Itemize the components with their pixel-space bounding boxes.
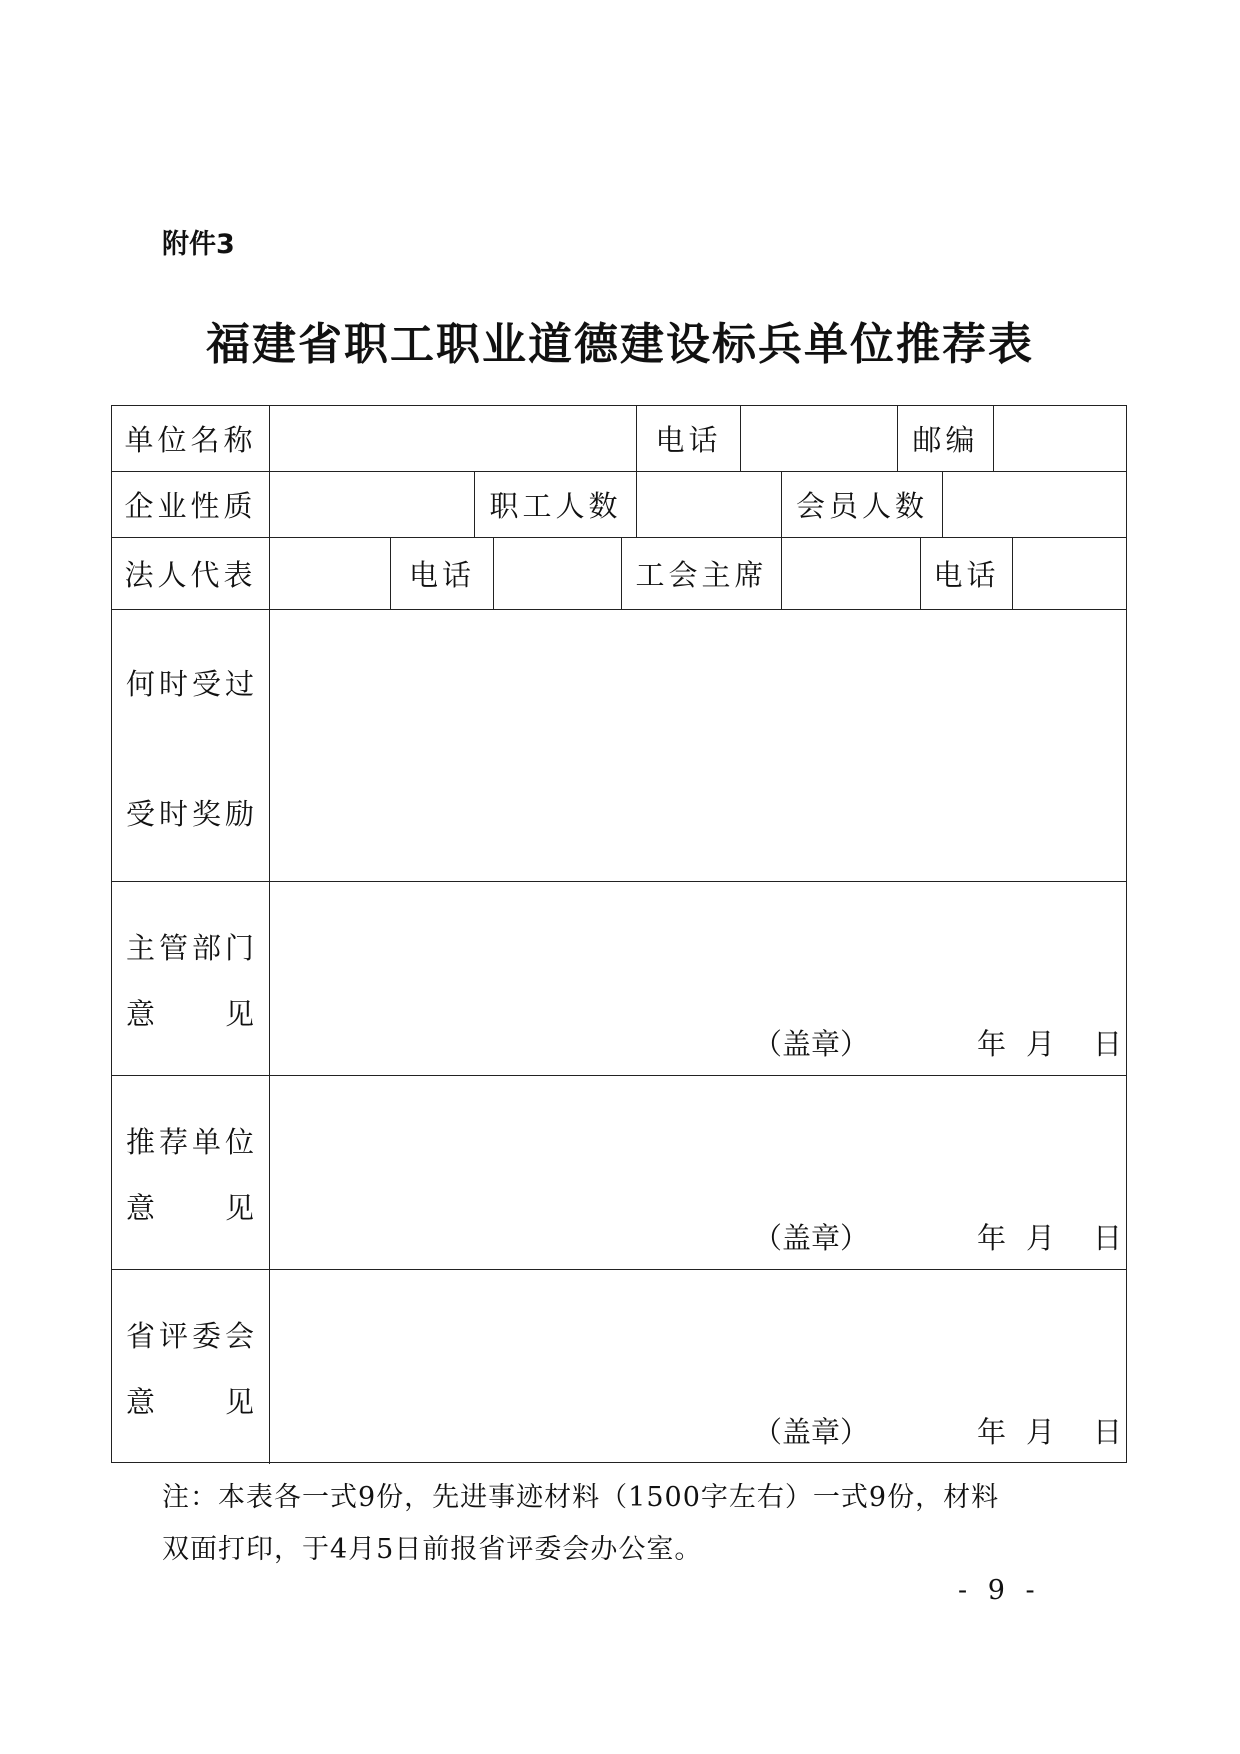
dept-opinion-label	[112, 882, 270, 1075]
label-cell	[391, 538, 494, 609]
union-chair-label: 工会主席	[635, 558, 768, 592]
legal-rep-phone-label: 电话	[408, 558, 475, 592]
postcode-label: 邮编	[912, 423, 979, 457]
day-text: 日	[1093, 1027, 1123, 1061]
union-chair-phone-field[interactable]	[1013, 538, 1126, 609]
legal-rep-field[interactable]	[270, 538, 391, 609]
day-text: 日	[1093, 1221, 1123, 1255]
member-count-field[interactable]	[943, 472, 1126, 537]
stamp-text: （盖章）	[753, 1221, 870, 1255]
recommender-label-line1: 推荐单位	[126, 1125, 259, 1159]
phone-label: 电话	[655, 423, 722, 457]
label-cell	[112, 406, 270, 471]
label-cell	[475, 472, 637, 537]
row-committee-opinion	[112, 1270, 1126, 1464]
stamp-text: （盖章）	[753, 1415, 870, 1449]
staff-count-label: 职工人数	[489, 489, 622, 523]
row-legal-rep	[112, 538, 1126, 610]
month-text: 月	[1026, 1415, 1056, 1449]
label-cell	[112, 472, 270, 537]
unit-name-label: 单位名称	[124, 423, 257, 457]
unit-name-field[interactable]	[270, 406, 637, 471]
label-cell	[112, 538, 270, 609]
union-chair-phone-label: 电话	[933, 558, 1000, 592]
recommendation-form	[111, 405, 1127, 1463]
label-cell	[622, 538, 782, 609]
stamp-text: （盖章）	[753, 1027, 870, 1061]
recommender-opinion-label	[112, 1076, 270, 1269]
recommender-opinion-field[interactable]	[270, 1076, 1126, 1269]
footnote-line2: 双面打印，于4月5日前报省评委会办公室。	[162, 1534, 703, 1565]
committee-opinion-label	[112, 1270, 270, 1464]
committee-opinion-field[interactable]	[270, 1270, 1126, 1464]
row-nature	[112, 472, 1126, 538]
footnote	[162, 1472, 1082, 1576]
form-title: 福建省职工职业道德建设标兵单位推荐表	[206, 319, 1034, 370]
awards-label-line2: 受时奖励	[126, 797, 259, 831]
recommender-label-line2: 意 见	[126, 1191, 259, 1225]
label-cell	[782, 472, 943, 537]
month-text: 月	[1026, 1221, 1056, 1255]
postcode-field[interactable]	[994, 406, 1126, 471]
label-cell	[637, 406, 741, 471]
awards-label-line1: 何时受过	[126, 667, 259, 701]
legal-rep-label: 法人代表	[124, 558, 257, 592]
month-text: 月	[1026, 1027, 1056, 1061]
attachment-label: 附件3	[162, 229, 235, 260]
dept-label-line1: 主管部门	[126, 931, 259, 965]
legal-rep-phone-field[interactable]	[494, 538, 622, 609]
year-text: 年	[977, 1027, 1007, 1061]
member-count-label: 会员人数	[795, 489, 928, 523]
dept-label-line2: 意 见	[126, 997, 259, 1031]
awards-field[interactable]	[270, 610, 1126, 881]
year-text: 年	[977, 1221, 1007, 1255]
label-cell	[921, 538, 1013, 609]
enterprise-nature-label: 企业性质	[124, 489, 257, 523]
committee-label-line2: 意 见	[126, 1385, 259, 1419]
row-unit-name	[112, 406, 1126, 472]
page-number: - 9 -	[958, 1575, 1041, 1606]
dept-opinion-field[interactable]	[270, 882, 1126, 1075]
footnote-line1: 注：本表各一式9份，先进事迹材料（1500字左右）一式9份，材料	[162, 1482, 1000, 1513]
staff-count-field[interactable]	[637, 472, 782, 537]
day-text: 日	[1093, 1415, 1123, 1449]
year-text: 年	[977, 1415, 1007, 1449]
awards-label	[112, 610, 270, 881]
label-cell	[898, 406, 994, 471]
enterprise-nature-field[interactable]	[270, 472, 475, 537]
row-dept-opinion	[112, 882, 1126, 1076]
row-recommender-opinion	[112, 1076, 1126, 1270]
row-awards	[112, 610, 1126, 882]
committee-label-line1: 省评委会	[126, 1319, 259, 1353]
union-chair-field[interactable]	[782, 538, 921, 609]
phone-field[interactable]	[741, 406, 898, 471]
